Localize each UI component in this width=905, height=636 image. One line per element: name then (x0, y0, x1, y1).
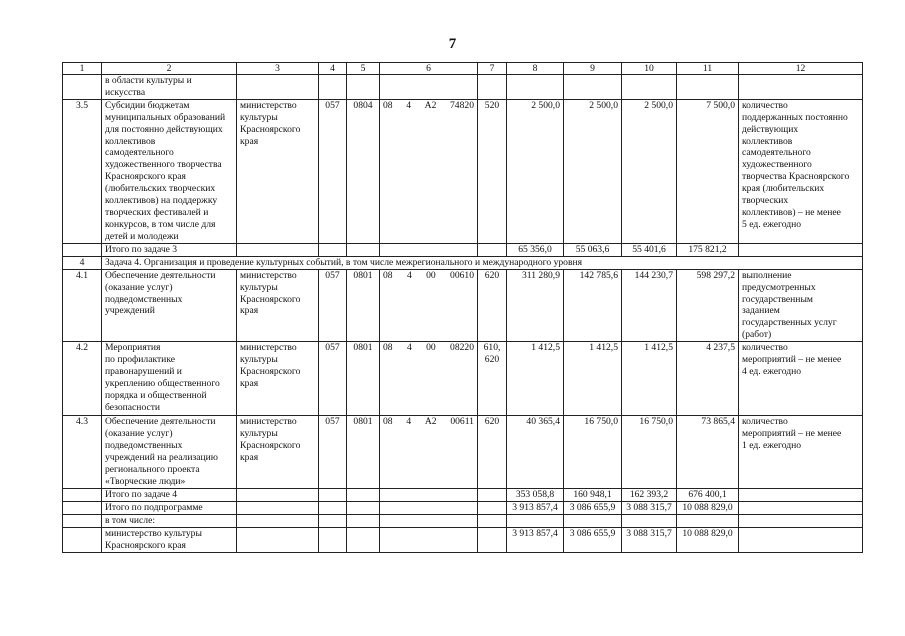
amount-year-2: 3 086 655,9 (564, 502, 622, 515)
amount-year-1: 2 500,0 (507, 99, 564, 243)
amount-year-2: 160 948,1 (564, 489, 622, 502)
row-number: 4.1 (63, 269, 102, 341)
column-header: 11 (677, 63, 739, 75)
amount-year-2: 16 750,0 (564, 416, 622, 489)
column-header: 6 (380, 63, 478, 75)
vr-code: 520 (478, 99, 507, 243)
csr-part: А2 (424, 99, 437, 111)
column-header: 12 (739, 63, 863, 75)
page-number: 7 (448, 36, 457, 52)
rzpr-code: 0801 (347, 269, 380, 341)
column-header-row (63, 63, 863, 75)
column-header: 2 (102, 63, 237, 75)
total-label: Итого по подпрограмме (102, 502, 237, 515)
amount-total: 175 821,2 (677, 243, 739, 256)
rzpr-code: 0804 (347, 99, 380, 243)
amount-year-3: 2 500,0 (622, 99, 677, 243)
table-row-task-4 (63, 256, 863, 269)
amount-year-3: 144 230,7 (622, 269, 677, 341)
table-row-4-3 (63, 416, 863, 489)
ministry-label: министерство культуры Красноярского края (102, 528, 237, 553)
amount-year-3: 3 088 315,7 (622, 502, 677, 515)
table-row-total-task-3 (63, 243, 863, 256)
csr-part: А2 (424, 416, 437, 428)
grbs-name: министерство культуры Красноярского края (237, 269, 319, 341)
csr-part: 08 (383, 416, 393, 428)
amount-total: 10 088 829,0 (677, 502, 739, 515)
column-header: 8 (507, 63, 564, 75)
expected-result: количество мероприятий – не менее 1 ед. ежегодно (739, 416, 863, 489)
csr-part: 08 (383, 99, 393, 111)
table-row-total-task-4 (63, 489, 863, 502)
amount-total: 7 500,0 (677, 99, 739, 243)
row-number: 3.5 (63, 99, 102, 243)
csr-code (380, 99, 478, 243)
amount-year-2: 142 785,6 (564, 269, 622, 341)
table-row-4-2 (63, 342, 863, 416)
grbs-code: 057 (319, 269, 347, 341)
rzpr-code: 0801 (347, 416, 380, 489)
column-header: 1 (63, 63, 102, 75)
measure-name: в области культуры и искусства (102, 75, 237, 100)
csr-code (380, 269, 478, 341)
amount-year-3: 3 088 315,7 (622, 528, 677, 553)
table-row-ministry (63, 528, 863, 553)
csr-part: 4 (406, 342, 412, 354)
column-header: 4 (319, 63, 347, 75)
column-header: 5 (347, 63, 380, 75)
budget-table (62, 62, 863, 553)
column-header: 7 (478, 63, 507, 75)
table-row-3-5 (63, 99, 863, 243)
total-label: Итого по задаче 4 (102, 489, 237, 502)
amount-total: 4 237,5 (677, 342, 739, 416)
amount-year-3: 16 750,0 (622, 416, 677, 489)
csr-part: 4 (406, 416, 412, 428)
amount-total: 73 865,4 (677, 416, 739, 489)
amount-total: 10 088 829,0 (677, 528, 739, 553)
amount-year-2: 3 086 655,9 (564, 528, 622, 553)
amount-total: 676 400,1 (677, 489, 739, 502)
amount-year-3: 55 401,6 (622, 243, 677, 256)
measure-name: Обеспечение деятельности (оказание услуг) подведомственных учреждений на реализацию регионального проекта «Творческие люди» (102, 416, 237, 489)
expected-result: количество мероприятий – не менее 4 ед. ежегодно (739, 342, 863, 416)
amount-year-1: 40 365,4 (507, 416, 564, 489)
row-number: 4.3 (63, 416, 102, 489)
amount-year-1: 1 412,5 (507, 342, 564, 416)
amount-total: 598 297,2 (677, 269, 739, 341)
expected-result: выполнение предусмотренных государственным заданием государственных услуг (работ) (739, 269, 863, 341)
csr-part: 08 (383, 342, 393, 354)
csr-part: 00610 (450, 269, 474, 281)
task-heading: Задача 4. Организация и проведение культурных событий, в том числе межрегионального и международного уровня (102, 256, 863, 269)
grbs-code: 057 (319, 99, 347, 243)
grbs-code: 057 (319, 416, 347, 489)
amount-year-2: 2 500,0 (564, 99, 622, 243)
amount-year-2: 55 063,6 (564, 243, 622, 256)
measure-name: Обеспечение деятельности (оказание услуг) подведомственных учреждений (102, 269, 237, 341)
vr-code: 620 (478, 269, 507, 341)
row-number: 4.2 (63, 342, 102, 416)
including-label: в том числе: (102, 515, 237, 528)
total-label: Итого по задаче 3 (102, 243, 237, 256)
column-header: 10 (622, 63, 677, 75)
expected-result: количество поддержанных постоянно действующих коллективов самодеятельного художественного творчества Красноярского края (любительских творческих коллективов) – не менее 5 ед. ежегодно (739, 99, 863, 243)
table-row-total-subprogram (63, 502, 863, 515)
csr-part: 4 (406, 269, 412, 281)
csr-part: 00 (426, 269, 436, 281)
csr-part: 00611 (450, 416, 474, 428)
table-row-including (63, 515, 863, 528)
csr-part: 08220 (450, 342, 474, 354)
grbs-code: 057 (319, 342, 347, 416)
csr-code (380, 416, 478, 489)
vr-code: 610, 620 (478, 342, 507, 416)
table-row-carry (63, 75, 863, 100)
grbs-name: министерство культуры Красноярского края (237, 99, 319, 243)
amount-year-1: 3 913 857,4 (507, 502, 564, 515)
column-header: 3 (237, 63, 319, 75)
rzpr-code: 0801 (347, 342, 380, 416)
csr-part: 08 (383, 269, 393, 281)
vr-code: 620 (478, 416, 507, 489)
amount-year-3: 1 412,5 (622, 342, 677, 416)
amount-year-1: 3 913 857,4 (507, 528, 564, 553)
amount-year-3: 162 393,2 (622, 489, 677, 502)
measure-name: Мероприятия по профилактике правонарушений и укреплению общественного порядка и общественной безопасности (102, 342, 237, 416)
column-header: 9 (564, 63, 622, 75)
table-row-4-1 (63, 269, 863, 341)
amount-year-2: 1 412,5 (564, 342, 622, 416)
csr-part: 4 (406, 99, 412, 111)
amount-year-1: 65 356,0 (507, 243, 564, 256)
grbs-name: министерство культуры Красноярского края (237, 342, 319, 416)
csr-code (380, 342, 478, 416)
grbs-name: министерство культуры Красноярского края (237, 416, 319, 489)
measure-name: Субсидии бюджетам муниципальных образований для постоянно действующих коллективов самодеятельного художественного творчества Красноярского края (любительских творческих коллективов) на поддержку творческих фестивалей и конкурсов, в том числе для детей и молодежи (102, 99, 237, 243)
amount-year-1: 353 058,8 (507, 489, 564, 502)
csr-part: 74820 (450, 99, 474, 111)
row-number: 4 (63, 256, 102, 269)
csr-part: 00 (426, 342, 436, 354)
amount-year-1: 311 280,9 (507, 269, 564, 341)
